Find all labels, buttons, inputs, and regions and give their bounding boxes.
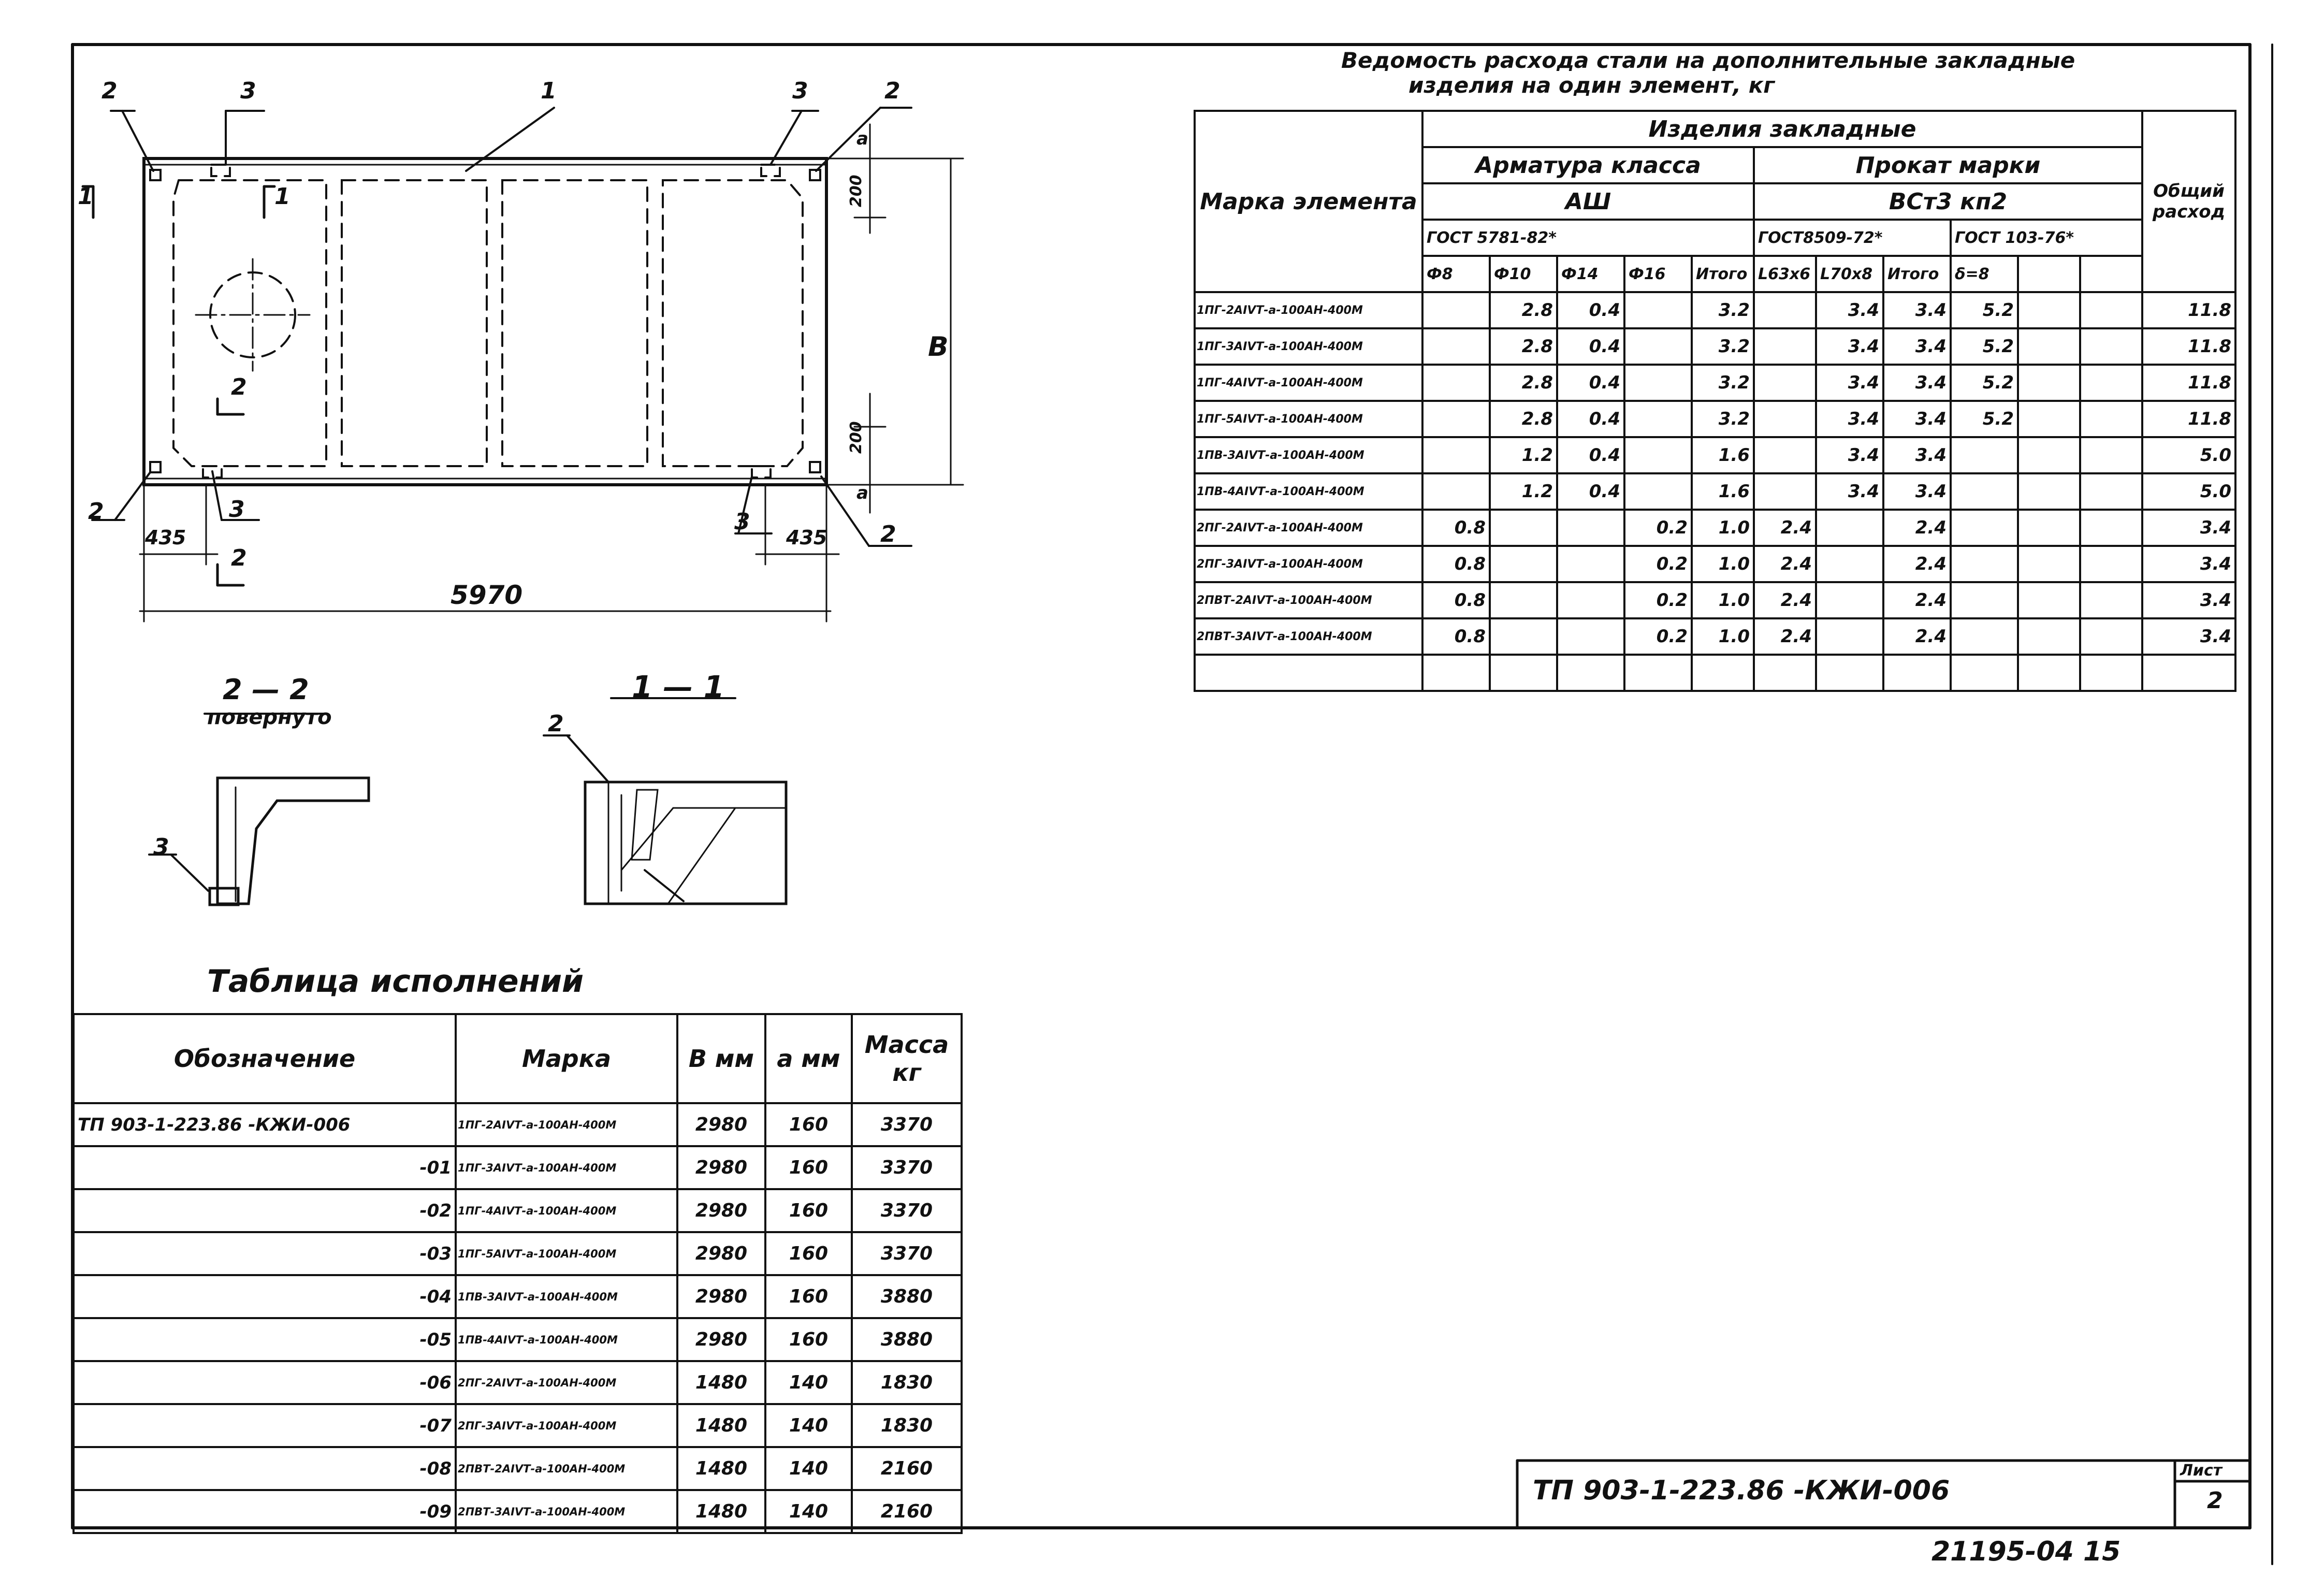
steel-title-2: изделия на один элемент, кг	[1408, 73, 1775, 98]
steel-cell-empty	[1951, 655, 2018, 691]
exec-cell-des: -07	[74, 1404, 456, 1447]
steel-row	[1195, 328, 2235, 365]
steel-row-total: 3.4	[2142, 618, 2235, 655]
steel-cell	[1490, 510, 1557, 546]
steel-header-rolled: Прокат марки	[1754, 147, 2142, 183]
steel-row-mark: 1ПГ-3АIVТ-а-100АН-400М	[1195, 328, 1422, 365]
exec-cell-mass: 3370	[852, 1232, 962, 1275]
exec-header-b: В мм	[677, 1014, 765, 1103]
steel-cell	[1754, 328, 1816, 365]
exec-header-designation: Обозначение	[74, 1014, 456, 1103]
steel-cell	[1754, 292, 1816, 328]
steel-header-mark: Марка элемента	[1195, 111, 1422, 292]
steel-cell: 3.4	[1883, 365, 1951, 401]
steel-row	[1195, 546, 2235, 582]
steel-cell-empty	[2142, 655, 2235, 691]
steel-cell-empty	[1883, 655, 1951, 691]
steel-title-1: Ведомость расхода стали на дополнительные закладные	[1341, 48, 2075, 73]
steel-row-total: 5.0	[2142, 473, 2235, 510]
exec-cell-b: 1480	[677, 1490, 765, 1533]
steel-cell: 5.2	[1951, 365, 2018, 401]
steel-cell	[1816, 510, 1883, 546]
steel-row-mark: 1ПВ-4АIVТ-а-100АН-400М	[1195, 473, 1422, 510]
steel-cell: 3.4	[1883, 401, 1951, 437]
section-2-title: 2 — 2	[223, 673, 309, 706]
steel-cell-empty	[1557, 655, 1624, 691]
exec-cell-mark: 1ПВ-3АIVТ-а-100АН-400М	[456, 1275, 677, 1318]
steel-row-total: 3.4	[2142, 510, 2235, 546]
steel-cell: 1.0	[1692, 510, 1754, 546]
exec-cell-mass: 2160	[852, 1490, 962, 1533]
steel-cell: 0.4	[1557, 473, 1624, 510]
exec-cell-b: 1480	[677, 1404, 765, 1447]
exec-row	[74, 1232, 962, 1275]
steel-cell: 0.8	[1422, 618, 1490, 655]
steel-cell	[1816, 546, 1883, 582]
exec-cell-a: 160	[765, 1318, 852, 1361]
exec-cell-des: -02	[74, 1189, 456, 1232]
steel-cell: 2.4	[1754, 582, 1816, 618]
steel-row-total: 3.4	[2142, 546, 2235, 582]
steel-cell: 2.4	[1754, 510, 1816, 546]
steel-cell-empty	[1754, 655, 1816, 691]
steel-cell	[2080, 401, 2142, 437]
exec-cell-mass: 3370	[852, 1103, 962, 1146]
exec-cell-des: -01	[74, 1146, 456, 1189]
leader-label: 2	[88, 498, 104, 525]
leader-label: 1	[541, 78, 557, 104]
leader-label: 2	[884, 78, 900, 104]
steel-column-header: Итого	[1883, 256, 1951, 292]
steel-cell: 2.8	[1490, 328, 1557, 365]
steel-cell: 3.2	[1692, 328, 1754, 365]
dim-edge-right: 435	[786, 526, 827, 549]
dim-a-bottom: а	[856, 483, 868, 503]
exec-cell-b: 1480	[677, 1361, 765, 1404]
leader-label: 3	[240, 78, 256, 104]
steel-header-rebar: Арматура класса	[1422, 147, 1754, 183]
steel-cell-empty	[2018, 655, 2080, 691]
exec-cell-mark: 1ПГ-5АIVТ-а-100АН-400М	[456, 1232, 677, 1275]
steel-cell	[1624, 401, 1692, 437]
section-mark: 2	[231, 545, 247, 571]
dim-length: 5970	[451, 580, 523, 610]
steel-cell: 1.0	[1692, 618, 1754, 655]
steel-cell: 2.4	[1754, 546, 1816, 582]
steel-row-total: 11.8	[2142, 401, 2235, 437]
steel-row-mark: 2ПВТ-3АIVТ-а-100АН-400М	[1195, 618, 1422, 655]
exec-cell-mass: 1830	[852, 1361, 962, 1404]
exec-cell-des: -04	[74, 1275, 456, 1318]
steel-cell: 2.4	[1883, 546, 1951, 582]
steel-row-mark: 1ПГ-2АIVТ-а-100АН-400М	[1195, 292, 1422, 328]
steel-cell: 2.4	[1883, 582, 1951, 618]
exec-cell-a: 140	[765, 1361, 852, 1404]
exec-cell-mass: 1830	[852, 1404, 962, 1447]
steel-cell: 0.2	[1624, 510, 1692, 546]
steel-cell	[1422, 365, 1490, 401]
leader-label: 2	[880, 521, 896, 547]
steel-column-header	[2080, 256, 2142, 292]
steel-row	[1195, 473, 2235, 510]
leader-label: 3	[792, 78, 808, 104]
steel-row-total: 11.8	[2142, 365, 2235, 401]
exec-cell-des: -03	[74, 1232, 456, 1275]
steel-cell: 0.4	[1557, 437, 1624, 473]
exec-row	[74, 1404, 962, 1447]
leader-label: 2	[101, 78, 118, 104]
exec-row	[74, 1447, 962, 1490]
steel-cell	[1490, 618, 1557, 655]
steel-header-rebar-gost: ГОСТ 5781-82*	[1422, 220, 1754, 256]
steel-cell	[2018, 510, 2080, 546]
steel-cell-empty	[2080, 655, 2142, 691]
steel-cell-empty	[1816, 655, 1883, 691]
exec-header-mark: Марка	[456, 1014, 677, 1103]
steel-cell: 3.4	[1816, 473, 1883, 510]
steel-cell: 5.2	[1951, 292, 2018, 328]
steel-cell: 1.2	[1490, 473, 1557, 510]
steel-table	[1194, 110, 2236, 692]
dim-bottom-offset: 200	[847, 421, 865, 454]
exec-cell-mass: 3880	[852, 1275, 962, 1318]
leader-label: 3	[734, 509, 750, 535]
exec-row	[74, 1146, 962, 1189]
steel-cell	[2080, 437, 2142, 473]
title-block-sheet-label: Лист	[2180, 1462, 2223, 1480]
steel-cell-empty	[1422, 655, 1490, 691]
steel-cell: 3.4	[1816, 401, 1883, 437]
dim-top-offset: 200	[847, 175, 865, 207]
steel-row	[1195, 510, 2235, 546]
exec-cell-mark: 1ПГ-3АIVТ-а-100АН-400М	[456, 1146, 677, 1189]
steel-row-total: 11.8	[2142, 328, 2235, 365]
steel-cell	[1624, 437, 1692, 473]
steel-row-total: 11.8	[2142, 292, 2235, 328]
steel-cell	[2080, 582, 2142, 618]
exec-cell-b: 2980	[677, 1189, 765, 1232]
exec-cell-des: ТП 903-1-223.86 -КЖИ-006	[74, 1103, 456, 1146]
steel-row-mark: 2ПГ-2АIVТ-а-100АН-400М	[1195, 510, 1422, 546]
steel-cell: 3.4	[1816, 437, 1883, 473]
exec-cell-a: 160	[765, 1103, 852, 1146]
steel-cell: 3.4	[1883, 437, 1951, 473]
exec-cell-des: -09	[74, 1490, 456, 1533]
exec-row	[74, 1275, 962, 1318]
exec-row	[74, 1361, 962, 1404]
exec-header-row	[74, 1014, 962, 1103]
exec-cell-b: 2980	[677, 1232, 765, 1275]
steel-row	[1195, 582, 2235, 618]
steel-cell: 0.2	[1624, 618, 1692, 655]
steel-cell	[1422, 437, 1490, 473]
steel-cell: 3.4	[1883, 292, 1951, 328]
archive-number: 21195-04 15	[1931, 1536, 2121, 1567]
exec-cell-mark: 2ПВТ-2АIVТ-а-100АН-400М	[456, 1447, 677, 1490]
steel-cell	[2018, 292, 2080, 328]
section-mark: 2	[231, 374, 247, 400]
steel-cell: 5.2	[1951, 401, 2018, 437]
exec-row	[74, 1189, 962, 1232]
steel-cell: 0.8	[1422, 582, 1490, 618]
steel-column-header	[2018, 256, 2080, 292]
steel-cell: 0.8	[1422, 546, 1490, 582]
steel-row-mark: 1ПГ-4АIVТ-а-100АН-400М	[1195, 365, 1422, 401]
steel-cell	[2080, 328, 2142, 365]
section-2-note: повернуто	[207, 705, 332, 729]
title-block-sheet-number: 2	[2207, 1487, 2223, 1514]
steel-cell	[1624, 473, 1692, 510]
exec-cell-des: -08	[74, 1447, 456, 1490]
steel-cell	[1754, 473, 1816, 510]
steel-cell	[1951, 582, 2018, 618]
steel-column-header: Ф8	[1422, 256, 1490, 292]
steel-row	[1195, 437, 2235, 473]
steel-cell	[1422, 328, 1490, 365]
steel-cell: 0.2	[1624, 546, 1692, 582]
steel-cell	[1557, 582, 1624, 618]
exec-cell-b: 2980	[677, 1146, 765, 1189]
steel-cell: 0.2	[1624, 582, 1692, 618]
steel-cell	[1951, 437, 2018, 473]
steel-header-rolled-grade: ВСт3 кп2	[1754, 183, 2142, 220]
steel-cell-empty	[1624, 655, 1692, 691]
exec-cell-a: 140	[765, 1447, 852, 1490]
steel-cell: 0.4	[1557, 365, 1624, 401]
title-block-code: ТП 903-1-223.86 -КЖИ-006	[1533, 1475, 1950, 1506]
steel-cell: 2.8	[1490, 292, 1557, 328]
steel-cell	[1816, 582, 1883, 618]
steel-row	[1195, 365, 2235, 401]
steel-cell-empty	[1490, 655, 1557, 691]
steel-column-header: L63х6	[1754, 256, 1816, 292]
exec-row	[74, 1490, 962, 1533]
section-1-title: 1 — 1	[632, 669, 725, 704]
exec-cell-mass: 2160	[852, 1447, 962, 1490]
steel-cell	[1951, 618, 2018, 655]
exec-cell-a: 160	[765, 1275, 852, 1318]
steel-row-mark: 1ПВ-3АIVТ-а-100АН-400М	[1195, 437, 1422, 473]
exec-row	[74, 1318, 962, 1361]
exec-cell-a: 160	[765, 1232, 852, 1275]
steel-cell	[2018, 618, 2080, 655]
steel-cell	[1951, 546, 2018, 582]
steel-cell: 1.0	[1692, 582, 1754, 618]
steel-cell: 3.4	[1816, 292, 1883, 328]
steel-cell	[1624, 292, 1692, 328]
steel-cell: 0.4	[1557, 292, 1624, 328]
steel-cell: 2.8	[1490, 365, 1557, 401]
exec-cell-mark: 2ПВТ-3АIVТ-а-100АН-400М	[456, 1490, 677, 1533]
steel-cell	[2018, 401, 2080, 437]
steel-cell	[1422, 473, 1490, 510]
steel-column-header: L70х8	[1816, 256, 1883, 292]
exec-cell-mark: 2ПГ-2АIVТ-а-100АН-400М	[456, 1361, 677, 1404]
steel-row-total: 5.0	[2142, 437, 2235, 473]
steel-cell: 5.2	[1951, 328, 2018, 365]
steel-cell: 1.6	[1692, 437, 1754, 473]
steel-cell: 2.8	[1490, 401, 1557, 437]
steel-row-empty	[1195, 655, 2235, 691]
steel-cell	[2018, 365, 2080, 401]
steel-header-row	[1195, 111, 2235, 147]
steel-cell: 3.2	[1692, 401, 1754, 437]
steel-cell	[2018, 582, 2080, 618]
exec-cell-mass: 3370	[852, 1146, 962, 1189]
steel-cell	[1951, 473, 2018, 510]
steel-cell-empty	[1692, 655, 1754, 691]
steel-cell	[1754, 365, 1816, 401]
steel-cell: 3.4	[1883, 473, 1951, 510]
section-mark: 1	[78, 183, 94, 210]
steel-cell	[1624, 328, 1692, 365]
steel-header-total: Общий расход	[2142, 111, 2235, 292]
dim-height: В	[928, 331, 949, 363]
exec-cell-mass: 3880	[852, 1318, 962, 1361]
steel-column-header: Ф10	[1490, 256, 1557, 292]
steel-row-total: 3.4	[2142, 582, 2235, 618]
steel-cell: 1.2	[1490, 437, 1557, 473]
steel-header-rebar-class: АШ	[1422, 183, 1754, 220]
section-2-label: 3	[153, 834, 169, 860]
steel-column-header: Итого	[1692, 256, 1754, 292]
steel-cell	[1557, 618, 1624, 655]
section-mark: 1	[274, 183, 290, 210]
steel-cell	[2018, 546, 2080, 582]
steel-cell	[1624, 365, 1692, 401]
steel-cell	[1422, 401, 1490, 437]
steel-cell: 0.8	[1422, 510, 1490, 546]
steel-cell: 1.0	[1692, 546, 1754, 582]
steel-cell	[2018, 328, 2080, 365]
steel-cell-empty	[1195, 655, 1422, 691]
steel-header-gost1: ГОСТ8509-72*	[1754, 220, 1951, 256]
exec-cell-mark: 1ПГ-4АIVТ-а-100АН-400М	[456, 1189, 677, 1232]
exec-cell-mass: 3370	[852, 1189, 962, 1232]
steel-cell: 3.4	[1816, 365, 1883, 401]
steel-cell	[2080, 510, 2142, 546]
exec-cell-des: -05	[74, 1318, 456, 1361]
steel-cell	[1951, 510, 2018, 546]
steel-row-mark: 2ПВТ-2АIVТ-а-100АН-400М	[1195, 582, 1422, 618]
exec-title: Таблица исполнений	[207, 963, 584, 1000]
steel-cell: 0.4	[1557, 401, 1624, 437]
steel-cell	[1490, 582, 1557, 618]
exec-table	[72, 1013, 963, 1534]
exec-cell-mark: 1ПГ-2АIVТ-а-100АН-400М	[456, 1103, 677, 1146]
exec-header-mass: Масса кг	[852, 1014, 962, 1103]
exec-cell-a: 140	[765, 1404, 852, 1447]
steel-cell	[1490, 546, 1557, 582]
steel-cell	[2080, 365, 2142, 401]
steel-row-mark: 1ПГ-5АIVТ-а-100АН-400М	[1195, 401, 1422, 437]
steel-cell	[1422, 292, 1490, 328]
steel-cell	[2080, 473, 2142, 510]
exec-header-a: а мм	[765, 1014, 852, 1103]
exec-cell-a: 140	[765, 1490, 852, 1533]
steel-column-header: Ф14	[1557, 256, 1624, 292]
steel-cell	[1557, 546, 1624, 582]
section-1-label: 2	[548, 711, 564, 737]
steel-cell	[2080, 618, 2142, 655]
steel-cell	[2018, 473, 2080, 510]
steel-cell	[2080, 546, 2142, 582]
steel-cell	[1557, 510, 1624, 546]
exec-cell-mark: 1ПВ-4АIVТ-а-100АН-400М	[456, 1318, 677, 1361]
steel-header-embedded: Изделия закладные	[1422, 111, 2142, 147]
steel-cell: 3.4	[1816, 328, 1883, 365]
exec-cell-mark: 2ПГ-3АIVТ-а-100АН-400М	[456, 1404, 677, 1447]
steel-row	[1195, 618, 2235, 655]
steel-cell	[2080, 292, 2142, 328]
steel-cell	[1754, 437, 1816, 473]
steel-cell: 2.4	[1754, 618, 1816, 655]
dim-a-top: а	[856, 128, 868, 149]
steel-cell: 3.2	[1692, 365, 1754, 401]
exec-cell-b: 2980	[677, 1275, 765, 1318]
exec-cell-a: 160	[765, 1189, 852, 1232]
steel-cell	[2018, 437, 2080, 473]
steel-column-header: Ф16	[1624, 256, 1692, 292]
steel-cell: 2.4	[1883, 510, 1951, 546]
steel-column-header: δ=8	[1951, 256, 2018, 292]
exec-cell-a: 160	[765, 1146, 852, 1189]
steel-row	[1195, 401, 2235, 437]
exec-cell-des: -06	[74, 1361, 456, 1404]
steel-cell: 2.4	[1883, 618, 1951, 655]
exec-cell-b: 2980	[677, 1318, 765, 1361]
leader-label: 3	[229, 496, 245, 523]
steel-cell: 3.4	[1883, 328, 1951, 365]
steel-cell: 1.6	[1692, 473, 1754, 510]
steel-cell: 3.2	[1692, 292, 1754, 328]
steel-cell	[1816, 618, 1883, 655]
exec-cell-b: 2980	[677, 1103, 765, 1146]
exec-row	[74, 1103, 962, 1146]
steel-row	[1195, 292, 2235, 328]
steel-cell: 0.4	[1557, 328, 1624, 365]
steel-header-gost2: ГОСТ 103-76*	[1951, 220, 2142, 256]
steel-cell	[1754, 401, 1816, 437]
steel-row-mark: 2ПГ-3АIVТ-а-100АН-400М	[1195, 546, 1422, 582]
dim-edge-left: 435	[145, 526, 186, 549]
exec-cell-b: 1480	[677, 1447, 765, 1490]
